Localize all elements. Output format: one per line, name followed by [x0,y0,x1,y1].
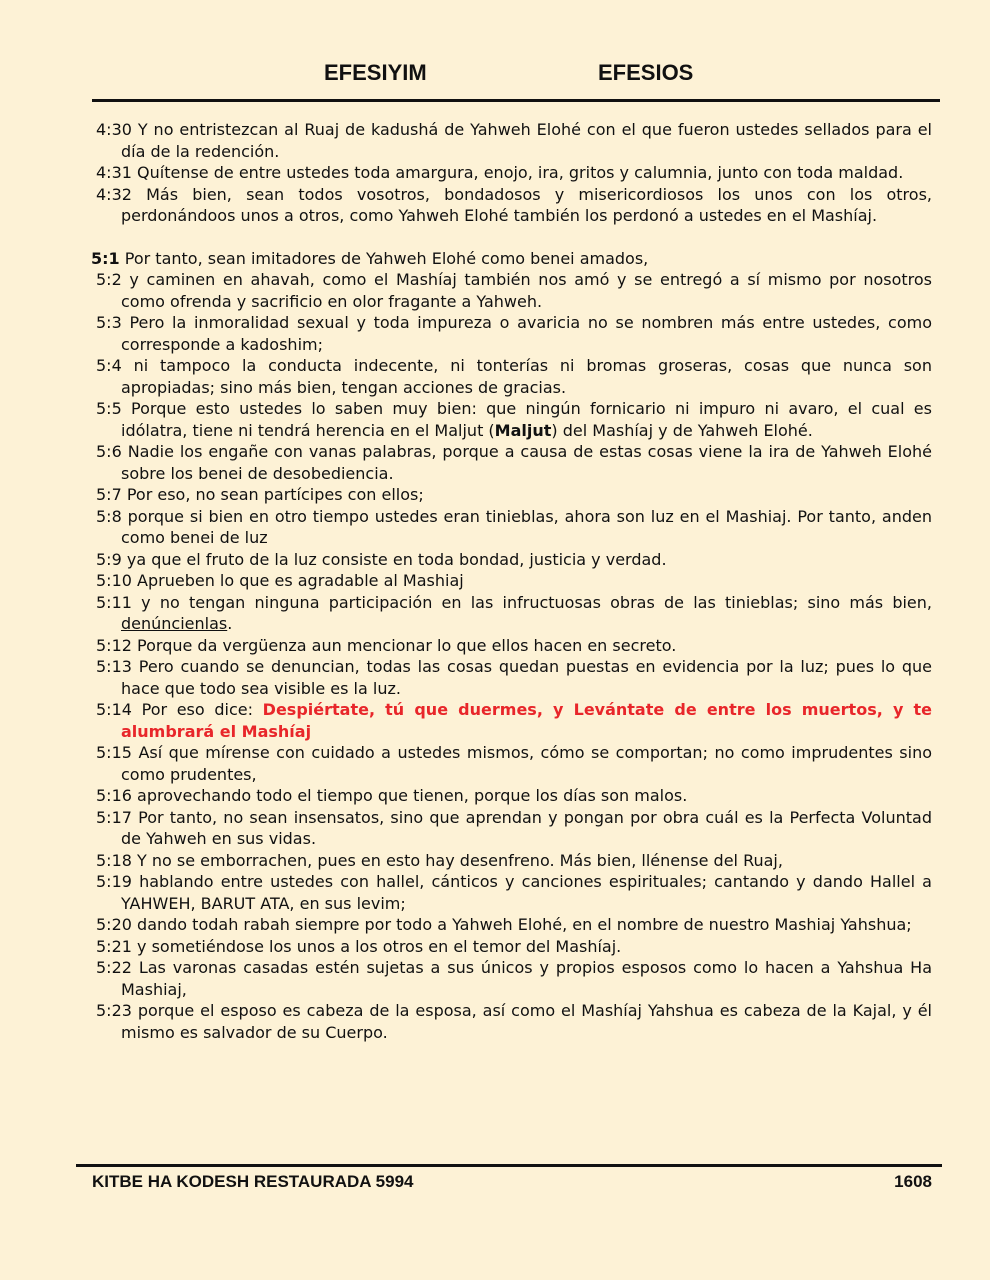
verse-ref: 5:8 [96,506,122,526]
verse-ref: 4:31 [96,163,132,182]
verse [96,914,932,936]
verse [96,570,932,592]
verse-ref: 5:12 [96,635,132,655]
verse-ref: 5:21 [96,936,132,956]
verse-red-quote: Despiértate, tú que duermes, y Levántate de entre los muertos, y te alumbrará el Mashíaj [121,700,933,741]
verse-5-14 [96,699,932,742]
verse-text: dando todah rabah siempre por todo a Yahweh Elohé, en el nombre de nuestro Mashiaj Yahshua; [137,915,912,934]
verse-ref: 5:18 [96,850,132,870]
verse-ref: 5:22 [96,958,132,977]
verse [96,850,932,872]
verse-ref: 5:1 [91,248,120,268]
verse-5-1 [91,248,932,270]
verse-text-end: ) del Mashíaj y de Yahweh Elohé. [551,420,813,440]
verse [96,162,932,184]
verse-text: aprovechando todo el tiempo que tienen, porque los días son malos. [137,786,688,805]
verse [96,871,932,914]
verse [96,742,932,785]
verse-ref: 5:7 [96,485,122,504]
verse-text: Porque da vergüenza aun mencionar lo que ellos hacen en secreto. [137,635,677,655]
verse-text: Así que mírense con cuidado a ustedes mismos, cómo se comportan; no como imprudentes sino como prudentes, [121,743,933,784]
verse-5-5 [96,398,932,441]
verse-text: Y no entristezcan al Ruaj de kadushá de Yahweh Elohé con el que fueron ustedes sellados para el día de la redención. [121,120,932,161]
verses-group-a [96,269,932,398]
verse-text: hablando entre ustedes con hallel, cánticos y canciones espirituales; cantando y dando Hallel a YAHWEH, BARUT ATA, en sus levim; [121,872,932,913]
verse-ref: 5:17 [96,807,132,827]
verse-ref: 5:16 [96,786,132,805]
verse-text: Porque esto ustedes lo saben muy bien: que ningún fornicario ni impuro ni avaro, el cual es idólatra, tiene ni tendrá herencia en el Maljut ( [121,399,932,440]
verse-text: Las varonas casadas estén sujetas a sus únicos y propios esposos como lo hacen a Yahshua Ha Mashiaj, [121,958,932,999]
verse [96,807,932,850]
verse-text: Quítense de entre ustedes toda amargura, enojo, ira, gritos y calumnia, junto con toda maldad. [137,163,904,182]
verse-ref: 5:5 [96,399,122,418]
verse-text: Por eso dice: [141,700,253,719]
verses-group-c [96,635,932,700]
verse-ref: 5:13 [96,657,132,676]
verse-text: y no tengan ninguna participación en las infructuosas obras de las tinieblas; sino más bien, [141,592,933,612]
verse-text: Pero la inmoralidad sexual y toda impureza o avaricia no se nombren más entre ustedes, como corresponde a kadoshim; [121,313,932,354]
verse-ref: 5:11 [96,592,132,612]
verse-ref: 5:20 [96,915,132,934]
header-hebrew-title: EFESIYIM [324,60,427,85]
verse-text-end: . [227,614,233,633]
verse [96,484,932,506]
verse-ref: 5:2 [96,270,122,289]
verse-text: Por tanto, sean imitadores de Yahweh Elohé como benei amados, [124,248,649,268]
verse-ref: 5:23 [96,1001,132,1020]
verse-ref: 5:9 [96,549,122,569]
verse-ref: 5:10 [96,571,132,590]
verse [96,506,932,549]
chapter-4-verses [96,119,932,227]
verse [96,184,932,227]
verse [96,1000,932,1043]
verse-text: Por eso, no sean partícipes con ellos; [126,485,424,504]
verse-5-11 [96,592,932,635]
verse [96,549,932,571]
verse [96,936,932,958]
verse [96,312,932,355]
page-footer [92,1172,932,1194]
header-rule [92,99,940,102]
verse [96,441,932,484]
verse [96,355,932,398]
verse-ref: 5:3 [96,313,122,332]
verse-underlined-word: denúncienlas [121,614,228,633]
verse-bold-word: Maljut [494,420,552,440]
page-number: 1608 [894,1172,932,1191]
verse-ref: 4:30 [96,120,132,139]
verse-ref: 5:15 [96,743,132,762]
verse-ref: 4:32 [96,184,132,204]
verse-text: Y no se emborrachen, pues en esto hay desenfreno. Más bien, llénense del Ruaj, [137,850,783,870]
verse-text: y caminen en ahavah, como el Mashíaj también nos amó y se entregó a sí mismo por nosotros como ofrenda y sacrificio en olor fragante a Yahweh. [121,270,932,311]
scripture-text [91,119,933,1043]
verse-ref: 5:6 [96,442,122,461]
verse-text: ya que el fruto de la luz consiste en toda bondad, justicia y verdad. [126,549,667,569]
verse [96,957,932,1000]
chapter-gap [96,227,932,248]
verse [96,656,932,699]
verses-group-d [96,742,932,1043]
verse-ref: 5:4 [96,356,122,375]
verse [96,785,932,807]
verse-ref: 5:14 [96,700,132,719]
verse [96,119,932,162]
verse-text: ni tampoco la conducta indecente, ni tonterías ni bromas groseras, cosas que nunca son apropiadas; sino más bien, tengan acciones de gracias. [121,356,932,397]
verse [96,269,932,312]
header-spanish-title: EFESIOS [598,60,694,85]
verse-text: porque si bien en otro tiempo ustedes eran tinieblas, ahora son luz en el Mashiaj. Por tanto, anden como benei de luz [121,506,932,547]
verse [96,635,932,657]
verse-text: porque el esposo es cabeza de la esposa, así como el Mashíaj Yahshua es cabeza de la Kajal, y él mismo es salvador de su Cuerpo. [121,1001,933,1042]
verse-ref: 5:19 [96,872,132,891]
verse-text: Por tanto, no sean insensatos, sino que aprendan y pongan por obra cuál es la Perfecta Voluntad de Yahweh en sus vidas. [121,807,932,848]
verse-text: Pero cuando se denuncian, todas las cosas quedan puestas en evidencia por la luz; pues lo que hace que todo sea visible es la luz. [121,657,932,698]
verse-text: y sometiéndose los unos a los otros en el temor del Mashíaj. [137,936,622,956]
page-header [0,58,990,92]
footer-book-title: KITBE HA KODESH RESTAURADA 5994 [92,1172,414,1191]
verse-text: Más bien, sean todos vosotros, bondadosos y misericordiosos los unos con los otros, perdonándoos unos a otros, como Yahweh Elohé también los perdonó a ustedes en el Mashíaj. [121,184,932,225]
footer-rule [76,1164,942,1167]
verse-text: Aprueben lo que es agradable al Mashiaj [137,571,464,590]
verse-text: Nadie los engañe con vanas palabras, porque a causa de estas cosas viene la ira de Yahweh Elohé sobre los benei de desobediencia. [121,442,933,483]
verses-group-b [96,441,932,592]
